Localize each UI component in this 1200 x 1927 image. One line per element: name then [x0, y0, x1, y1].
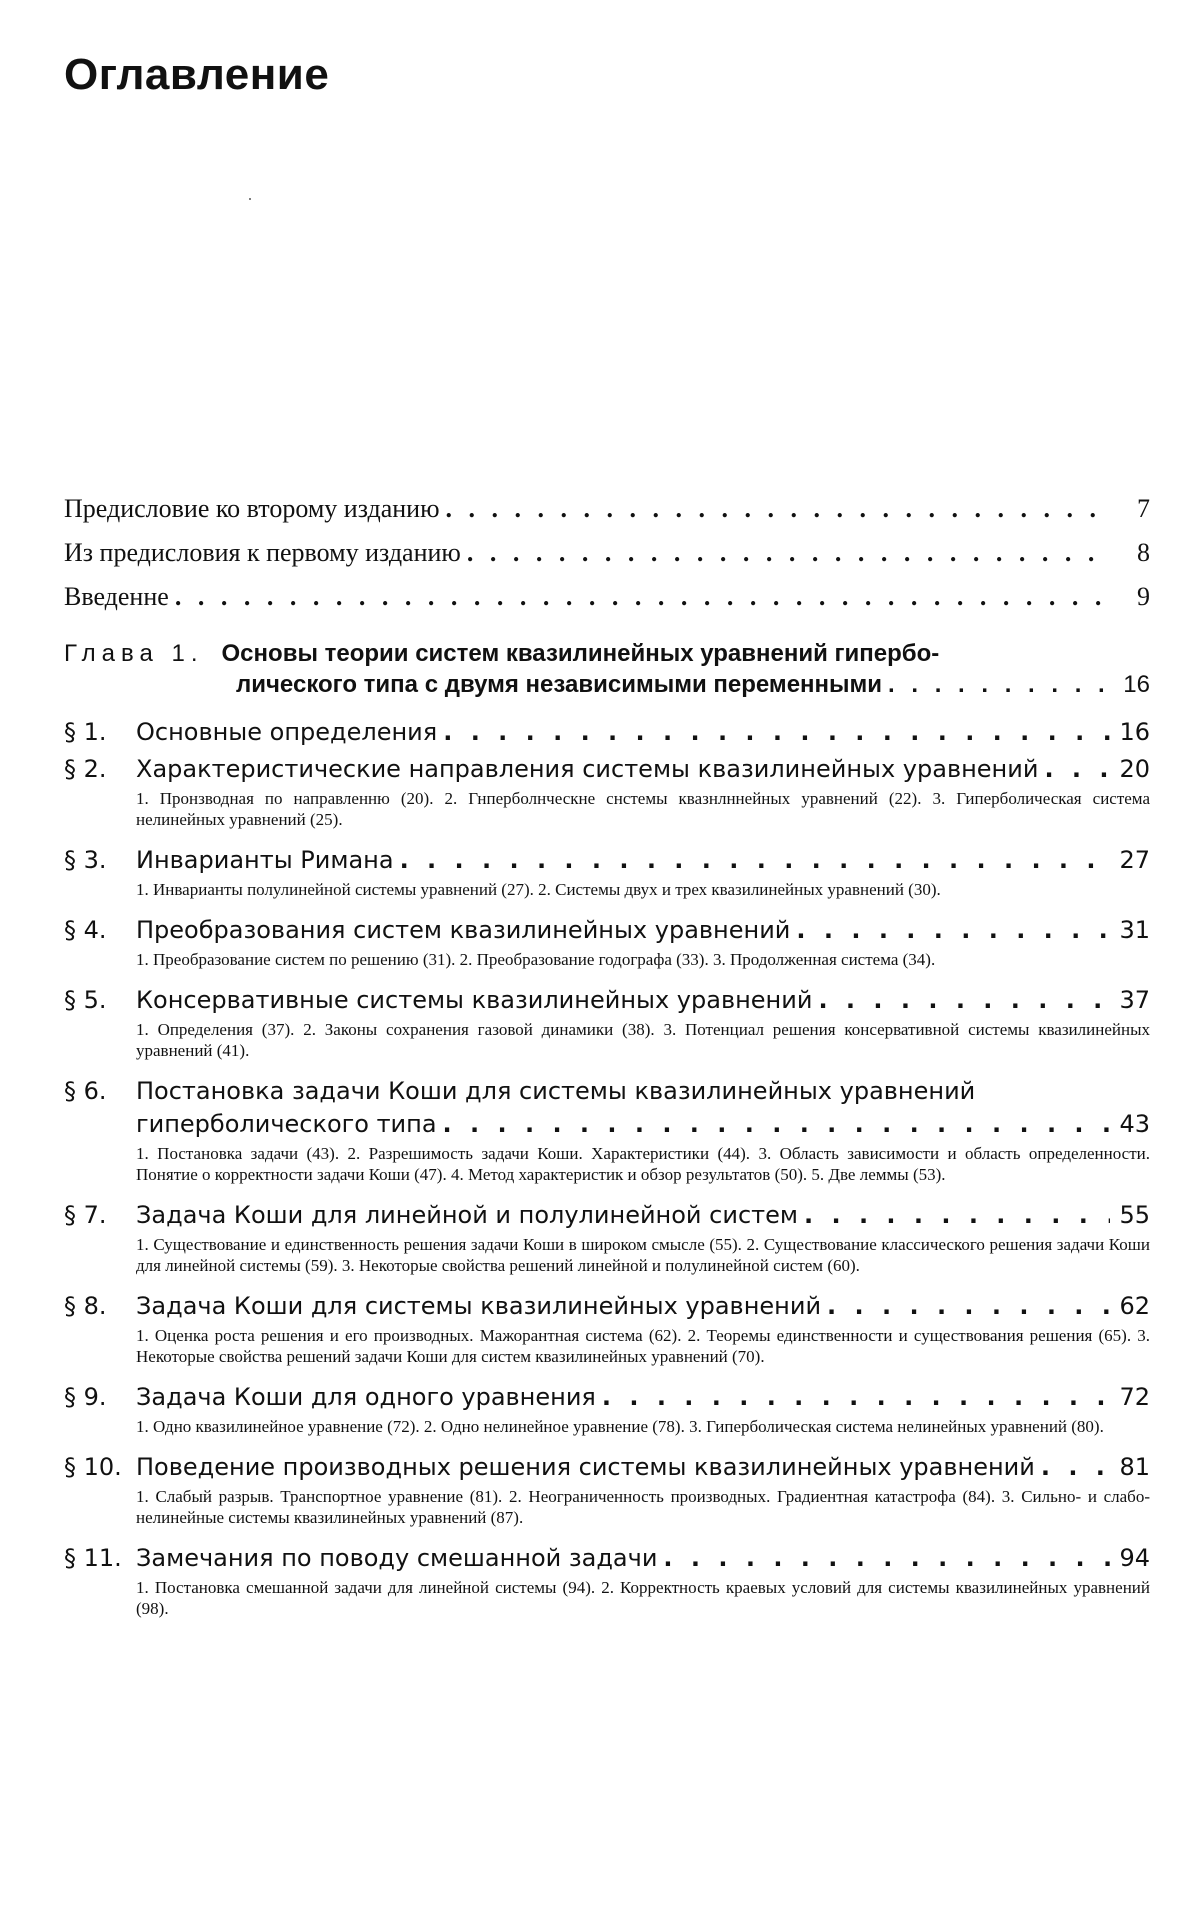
section-title: Характеристические направления системы квазилинейных уравнений — [136, 755, 1039, 783]
chapter-heading — [64, 640, 1150, 702]
section-subtopics: 1. Одно квазилинейное уравнение (72). 2. Одно нелинейное уравнение (78). 3. Гиперболическая система нелинейных уравнений (80). — [136, 1417, 1104, 1436]
section-entry — [64, 914, 1150, 970]
page-title: Оглавление — [64, 50, 330, 99]
toc-entry-label: Предисловие ко второму изданию — [64, 494, 440, 523]
table-of-contents — [64, 492, 1150, 1633]
section-number: § 5. — [64, 986, 107, 1014]
print-speck — [249, 198, 251, 200]
section-entry — [64, 1451, 1150, 1528]
section-subtopics: 1. Определения (37). 2. Законы сохранения газовой динамики (38). 3. Потенциал решения консервативной системы квазилинейных уравнений (41). — [136, 1020, 1150, 1060]
section-title: Инварианты Римана — [136, 846, 394, 874]
section-title: Постановка задачи Коши для системы квазилинейных уравнений — [136, 1077, 976, 1105]
section-number: § 8. — [64, 1292, 107, 1320]
section-subtopics: 1. Слабый разрыв. Транспортное уравнение (81). 2. Неограниченность производных. Градиентная катастрофа (84). 3. Сильно- и слабо-нелинейные системы квазилинейных уравнений (87). — [136, 1487, 1150, 1527]
section-page: 27 — [1119, 846, 1150, 874]
section-page: 81 — [1119, 1453, 1150, 1481]
section-page: 20 — [1119, 755, 1150, 783]
leader-dots — [663, 1542, 1110, 1575]
section-title: Поведение производных решения системы квазилинейных уравнений — [136, 1453, 1035, 1481]
toc-entry-preface-2 — [64, 492, 1150, 526]
section-subtopics: 1. Постановка смешанной задачи для линейной системы (94). 2. Корректность краевых условий для системы квазилинейных уравнений (98). — [136, 1578, 1150, 1618]
leader-dots — [400, 844, 1110, 877]
section-number: § 11. — [64, 1544, 122, 1572]
section-number: § 4. — [64, 916, 107, 944]
section-title: Консервативные системы квазилинейных уравнений — [136, 986, 813, 1014]
section-title: Замечания по поводу смешанной задачи — [136, 1544, 658, 1572]
section-subtopics: 1. Преобразование систем по решению (31). 2. Преобразование годографа (33). 3. Продолженная система (34). — [136, 950, 936, 969]
leader-dots — [818, 984, 1110, 1017]
toc-entry-page: 9 — [1137, 582, 1150, 611]
section-subtopics: 1. Существование и единственность решения задачи Коши в широком смысле (55). 2. Существование классического решения задачи Коши для линейной системы (59). 3. Некоторые свойства решений линейной и полулинейной систем (60). — [136, 1235, 1150, 1275]
section-entry — [64, 984, 1150, 1061]
toc-entry-label: Введенне — [64, 582, 169, 611]
section-title: Основные определения — [136, 718, 438, 746]
leader-dots — [443, 1108, 1110, 1141]
section-subtopics: 1. Постановка задачи (43). 2. Разрешимость задачи Коши. Характеристики (44). 3. Область зависимости и область определенности. Понятие о корректности задачи Коши (47). 4. Метод характеристик и обзор результатов (50). 5. Две леммы (53). — [136, 1144, 1150, 1184]
section-entry — [64, 844, 1150, 900]
section-subtopics: 1. Оценка роста решения и его производных. Мажорантная система (62). 2. Теоремы единственности и существования решения (65). 3. Некоторые свойства решений задачи Коши для систем квазилинейных уравнений (70). — [136, 1326, 1150, 1366]
section-page: 31 — [1119, 916, 1150, 944]
toc-entry-label: Из предисловия к первому изданию — [64, 538, 461, 567]
section-entry — [64, 1542, 1150, 1619]
leader-dots — [796, 914, 1110, 947]
section-page: 72 — [1119, 1383, 1150, 1411]
section-entry — [64, 1381, 1150, 1437]
leader-dots — [804, 1199, 1110, 1232]
section-title: Задача Коши для системы квазилинейных уравнений — [136, 1292, 822, 1320]
section-page: 16 — [1119, 718, 1150, 746]
section-entry — [64, 1075, 1150, 1185]
section-subtopics: 1. Инварианты полулинейной системы уравнений (27). 2. Системы двух и трех квазилинейных уравнений (30). — [136, 880, 941, 899]
chapter-number: Глава 1. — [64, 640, 204, 667]
leader-dots — [443, 716, 1110, 749]
section-page: 55 — [1119, 1201, 1150, 1229]
section-page: 94 — [1119, 1544, 1150, 1572]
leader-dots — [827, 1290, 1110, 1323]
chapter-title-line2: лического типа с двумя независимыми переменными — [236, 671, 883, 698]
section-number: § 7. — [64, 1201, 107, 1229]
section-entry — [64, 1290, 1150, 1367]
section-number: § 9. — [64, 1383, 107, 1411]
section-page: 62 — [1119, 1292, 1150, 1320]
section-page: 37 — [1119, 986, 1150, 1014]
section-page: 43 — [1119, 1110, 1150, 1138]
section-entry — [64, 716, 1150, 749]
toc-entry-page: 8 — [1137, 538, 1150, 567]
section-number: § 2. — [64, 755, 107, 783]
toc-entry-introduction — [64, 580, 1150, 614]
chapter-page: 16 — [1123, 671, 1150, 698]
section-subtopics: 1. Пронзводная по направленню (20). 2. Гнперболнческне снстемы квазнлннейных уравнений (22). 3. Гиперболическая система нелинейных уравнений (25). — [136, 789, 1150, 829]
leader-dots — [175, 580, 1110, 614]
leader-dots — [1041, 1451, 1110, 1484]
section-title: Задача Коши для линейной и полулинейной систем — [136, 1201, 798, 1229]
leader-dots — [1044, 753, 1110, 786]
leader-dots — [888, 668, 1110, 702]
section-title: Задача Коши для одного уравнения — [136, 1383, 596, 1411]
section-title-cont: гиперболического типа — [136, 1110, 437, 1138]
section-number: § 1. — [64, 718, 107, 746]
chapter-title-line1: Основы теории систем квазилинейных уравнений гипербо- — [221, 640, 940, 667]
section-title: Преобразования систем квазилинейных уравнений — [136, 916, 791, 944]
section-entry — [64, 1199, 1150, 1276]
section-number: § 3. — [64, 846, 107, 874]
leader-dots — [467, 536, 1110, 570]
toc-entry-preface-1 — [64, 536, 1150, 570]
leader-dots — [602, 1381, 1110, 1414]
leader-dots — [446, 492, 1110, 526]
section-number: § 10. — [64, 1453, 122, 1481]
section-number: § 6. — [64, 1077, 107, 1105]
toc-entry-page: 7 — [1137, 494, 1150, 523]
section-entry — [64, 753, 1150, 830]
